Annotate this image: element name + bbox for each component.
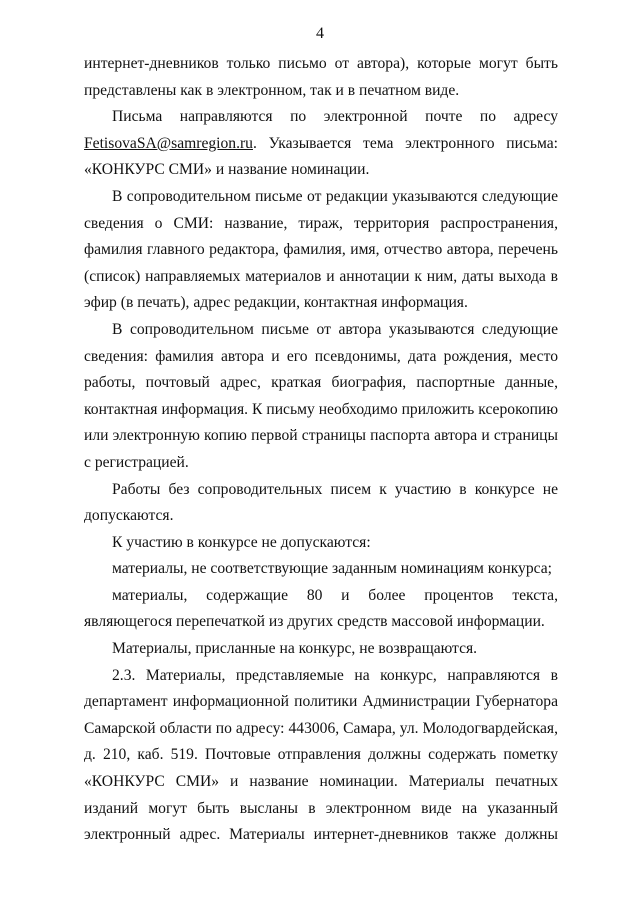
email-link[interactable]: FetisovaSA@samregion.ru <box>84 134 253 152</box>
paragraph-4: В сопроводительном письме от автора указываются следующие сведения: фамилия автора и его псевдонимы, дата рождения, место работы, почтовый адрес, краткая биография, паспортные данные, контактная информация. К письму необходимо приложить ксерокопию или электронную копию первой страницы паспорта автора и страницы с регистрацией. <box>84 320 558 471</box>
paragraph-2-after: . Указывается тема электронного письма: «КОНКУРС СМИ» и название номинации. <box>84 134 558 179</box>
paragraph-9: Материалы, присланные на конкурс, не возвращаются. <box>112 640 478 658</box>
paragraph-2-before: Письма направляются по электронной почте по адресу <box>112 108 558 126</box>
paragraph-8: материалы, содержащие 80 и более процентов текста, являющегося перепечаткой из других средств массовой информации. <box>84 586 558 631</box>
paragraph-6: К участию в конкурсе не допускаются: <box>112 533 371 551</box>
paragraph-5: Работы без сопроводительных писем к участию в конкурсе не допускаются. <box>84 480 558 525</box>
paragraph-10: 2.3. Материалы, представляемые на конкурс, направляются в департамент информационной политики Администрации Губернатора Самарской области по адресу: 443006, Самара, ул. Молодогвардейская, д. 210, каб. 519. Почтовые отправления должны содержать пометку «КОНКУРС СМИ» и название номинации. Материалы печатных изданий могут быть высланы в электронном виде на указанный электронный адрес. Материалы интернет-дневников также должны <box>84 666 558 844</box>
paragraph-2 <box>84 104 558 184</box>
document-body <box>84 51 558 849</box>
page-number: 4 <box>316 25 324 42</box>
paragraph-1: интернет-дневников только письмо от автора), которые могут быть представлены как в электронном, так и в печатном виде. <box>84 55 558 99</box>
paragraph-7: материалы, не соответствующие заданным номинациям конкурса; <box>112 560 553 578</box>
paragraph-3: В сопроводительном письме от редакции указываются следующие сведения о СМИ: название, тираж, территория распространения, фамилия главного редактора, фамилия, имя, отчество автора, перечень (список) направляемых материалов и аннотации к ним, даты выхода в эфир (в печать), адрес редакции, контактная информация. <box>84 187 558 312</box>
